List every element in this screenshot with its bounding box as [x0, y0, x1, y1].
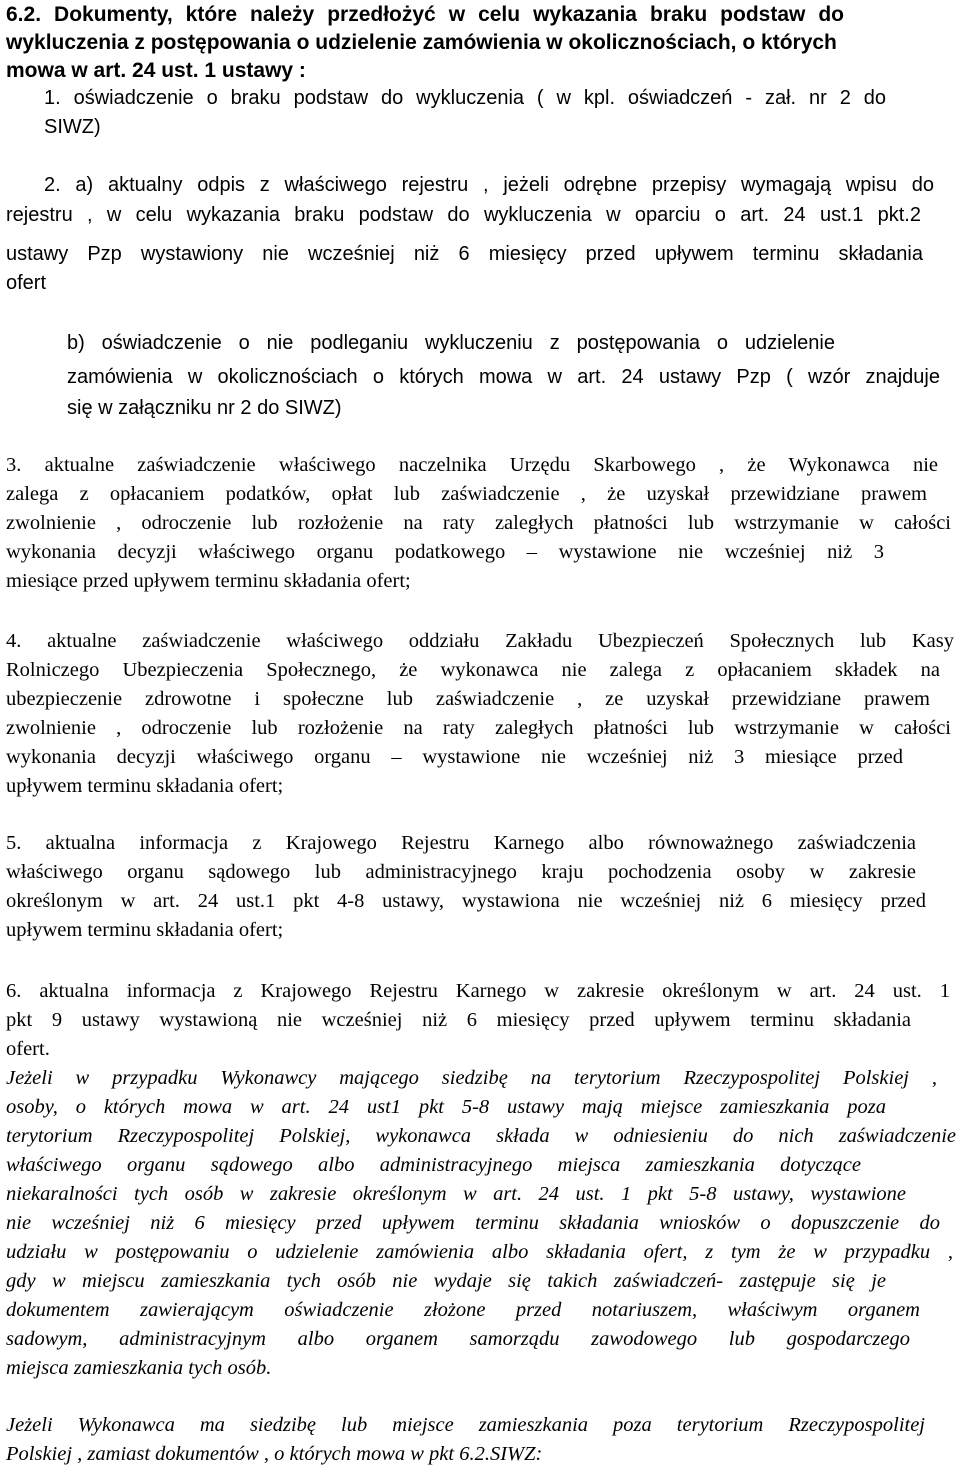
- item-3-line-2: zalega z opłacaniem podatków, opłat lub zaświadczenie , że uzyskał przewidziane prawem: [6, 483, 927, 505]
- section-heading-line-3: mowa w art. 24 ust. 1 ustawy :: [6, 59, 306, 82]
- item-2b-line-1: b) oświadczenie o nie podleganiu wykluczeniu z postępowania o udzielenie: [67, 332, 835, 354]
- note-paragraph-1-line-3: terytorium Rzeczypospolitej Polskiej, wykonawca składa w odniesieniu do nich zaświadczenie: [6, 1125, 956, 1147]
- item-4-line-4: zwolnienie , odroczenie lub rozłożenie na raty zaległych płatności lub wstrzymanie w całości: [6, 717, 951, 739]
- section-heading-line-2: wykluczenia z postępowania o udzielenie zamówienia w okolicznościach, o których: [6, 31, 837, 54]
- note-paragraph-1-line-4: właściwego organu sądowego albo administracyjnego miejsca zamieszkania dotyczące: [6, 1154, 861, 1176]
- note-paragraph-1-line-9: dokumentem zawierającym oświadczenie złożone przed notariuszem, właściwym organem: [6, 1299, 920, 1321]
- item-5-line-1: 5. aktualna informacja z Krajowego Rejestru Karnego albo równoważnego zaświadczenia: [6, 832, 916, 854]
- note-paragraph-1-line-1: Jeżeli w przypadku Wykonawcy mającego siedzibę na terytorium Rzeczypospolitej Polskiej ,: [6, 1067, 937, 1089]
- item-2a-line-3: ustawy Pzp wystawiony nie wcześniej niż 6 miesięcy przed upływem terminu składania: [6, 243, 923, 265]
- item-1-line-2: SIWZ): [44, 116, 101, 138]
- item-5-line-4: upływem terminu składania ofert;: [6, 919, 284, 941]
- item-5-line-3: określonym w art. 24 ust.1 pkt 4-8 ustawy, wystawiona nie wcześniej niż 6 miesięcy przed: [6, 890, 926, 912]
- item-4-line-6: upływem terminu składania ofert;: [6, 775, 284, 797]
- item-1-line-1: 1. oświadczenie o braku podstaw do wykluczenia ( w kpl. oświadczeń - zał. nr 2 do: [44, 87, 886, 109]
- item-2b-line-3: się w załączniku nr 2 do SIWZ): [67, 397, 342, 419]
- note-paragraph-1-line-5: niekaralności tych osób w zakresie określonym w art. 24 ust. 1 pkt 5-8 ustawy, wystawione: [6, 1183, 906, 1205]
- item-2a-line-1: 2. a) aktualny odpis z właściwego rejestru , jeżeli odrębne przepisy wymagają wpisu do: [44, 174, 934, 196]
- note-paragraph-2-line-2: Polskiej , zamiast dokumentów , o których mowa w pkt 6.2.SIWZ:: [6, 1443, 543, 1465]
- item-2b-line-2: zamówienia w okolicznościach o których mowa w art. 24 ustawy Pzp ( wzór znajduje: [67, 366, 940, 388]
- item-4-line-1: 4. aktualne zaświadczenie właściwego oddziału Zakładu Ubezpieczeń Społecznych lub Kasy: [6, 630, 954, 652]
- item-6-line-3: ofert.: [6, 1038, 50, 1060]
- note-paragraph-1-line-10: sadowym, administracyjnym albo organem samorządu zawodowego lub gospodarczego: [6, 1328, 910, 1350]
- note-paragraph-1-line-8: gdy w miejscu zamieszkania tych osób nie wydaje się takich zaświadczeń- zastępuje się je: [6, 1270, 886, 1292]
- item-3-line-5: miesiące przed upływem terminu składania ofert;: [6, 570, 411, 592]
- section-heading-line-1: 6.2. Dokumenty, które należy przedłożyć w celu wykazania braku podstaw do: [6, 3, 844, 26]
- item-3-line-3: zwolnienie , odroczenie lub rozłożenie na raty zaległych płatności lub wstrzymanie w całości: [6, 512, 951, 534]
- item-6-line-1: 6. aktualna informacja z Krajowego Rejestru Karnego w zakresie określonym w art. 24 ust. 1: [6, 980, 950, 1002]
- item-3-line-4: wykonania decyzji właściwego organu podatkowego – wystawione nie wcześniej niż 3: [6, 541, 884, 563]
- item-4-line-3: ubezpieczenie zdrowotne i społeczne lub zaświadczenie , ze uzyskał przewidziane prawem: [6, 688, 930, 710]
- note-paragraph-1-line-6: nie wcześniej niż 6 miesięcy przed upływem terminu składania wniosków o dopuszczenie do: [6, 1212, 940, 1234]
- item-2a-line-4: ofert: [6, 272, 47, 294]
- note-paragraph-1-line-2: osoby, o których mowa w art. 24 ust1 pkt 5-8 ustawy mają miejsce zamieszkania poza: [6, 1096, 886, 1118]
- item-4-line-2: Rolniczego Ubezpieczenia Społecznego, że wykonawca nie zalega z opłacaniem składek na: [6, 659, 940, 681]
- note-paragraph-1-line-11: miejsca zamieszkania tych osób.: [6, 1357, 272, 1379]
- item-6-line-2: pkt 9 ustawy wystawioną nie wcześniej niż 6 miesięcy przed upływem terminu składania: [6, 1009, 911, 1031]
- note-paragraph-1-line-7: udziału w postępowaniu o udzielenie zamówienia albo składania ofert, z tym że w przypadku ,: [6, 1241, 953, 1263]
- item-3-line-1: 3. aktualne zaświadczenie właściwego naczelnika Urzędu Skarbowego , że Wykonawca nie: [6, 454, 938, 476]
- item-2a-line-2: rejestru , w celu wykazania braku podstaw do wykluczenia w oparciu o art. 24 ust.1 pkt.2: [6, 204, 921, 226]
- note-paragraph-2-line-1: Jeżeli Wykonawca ma siedzibę lub miejsce zamieszkania poza terytorium Rzeczypospolitej: [6, 1414, 925, 1436]
- item-4-line-5: wykonania decyzji właściwego organu – wystawione nie wcześniej niż 3 miesiące przed: [6, 746, 903, 768]
- item-5-line-2: właściwego organu sądowego lub administracyjnego kraju pochodzenia osoby w zakresie: [6, 861, 916, 883]
